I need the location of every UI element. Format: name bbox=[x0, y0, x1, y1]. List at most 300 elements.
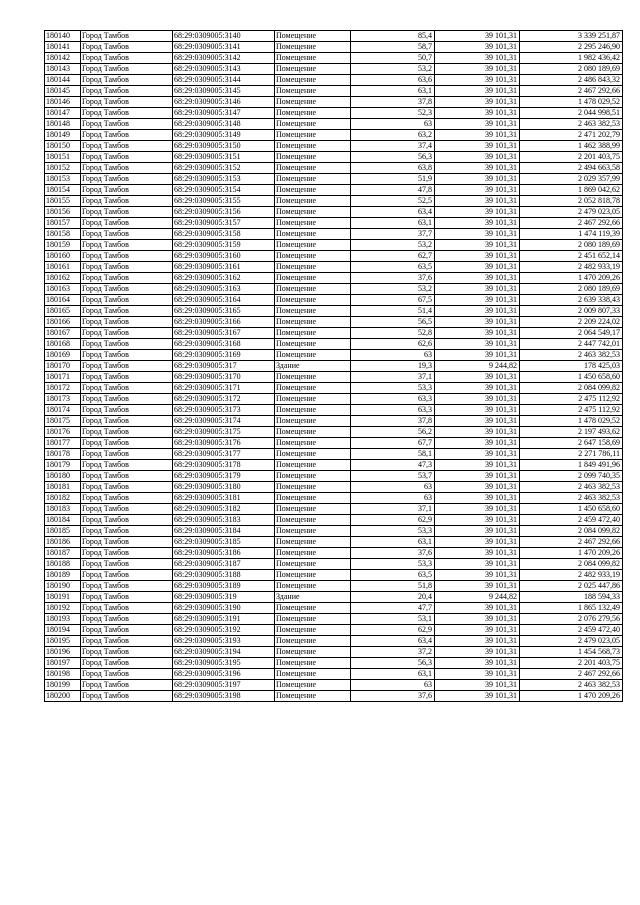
cell-cadastral-value: 2 486 843,32 bbox=[520, 75, 623, 86]
table-row bbox=[45, 427, 623, 438]
cell-row-id: 180143 bbox=[45, 64, 81, 75]
cell-object-type: Помещение bbox=[275, 691, 351, 702]
cell-city: Город Тамбов bbox=[81, 152, 173, 163]
table-row bbox=[45, 680, 623, 691]
cell-cadastral-value: 2 076 279,56 bbox=[520, 614, 623, 625]
cell-unit-price: 39 101,31 bbox=[435, 339, 520, 350]
cell-unit-price: 39 101,31 bbox=[435, 570, 520, 581]
cell-area: 63,2 bbox=[351, 130, 435, 141]
cell-cadastral-number: 68:29:0309005:3171 bbox=[173, 383, 275, 394]
cell-object-type: Помещение bbox=[275, 372, 351, 383]
cell-object-type: Помещение bbox=[275, 339, 351, 350]
cell-cadastral-number: 68:29:0309005:3165 bbox=[173, 306, 275, 317]
cell-object-type: Помещение bbox=[275, 416, 351, 427]
table-row bbox=[45, 603, 623, 614]
cell-cadastral-value: 2 080 189,69 bbox=[520, 284, 623, 295]
cell-area: 63 bbox=[351, 680, 435, 691]
cell-city: Город Тамбов bbox=[81, 570, 173, 581]
cell-area: 53,1 bbox=[351, 614, 435, 625]
cell-cadastral-value: 2 084 099,82 bbox=[520, 383, 623, 394]
table-row bbox=[45, 537, 623, 548]
cell-unit-price: 39 101,31 bbox=[435, 262, 520, 273]
cell-row-id: 180150 bbox=[45, 141, 81, 152]
cell-unit-price: 39 101,31 bbox=[435, 482, 520, 493]
cell-row-id: 180146 bbox=[45, 97, 81, 108]
cell-city: Город Тамбов bbox=[81, 669, 173, 680]
table-row bbox=[45, 163, 623, 174]
cell-area: 53,2 bbox=[351, 64, 435, 75]
cell-area: 63,1 bbox=[351, 669, 435, 680]
cell-row-id: 180186 bbox=[45, 537, 81, 548]
cell-city: Город Тамбов bbox=[81, 394, 173, 405]
cell-unit-price: 39 101,31 bbox=[435, 119, 520, 130]
cell-unit-price: 39 101,31 bbox=[435, 383, 520, 394]
cell-row-id: 180181 bbox=[45, 482, 81, 493]
cell-city: Город Тамбов bbox=[81, 537, 173, 548]
cell-row-id: 180148 bbox=[45, 119, 81, 130]
cell-row-id: 180189 bbox=[45, 570, 81, 581]
cell-city: Город Тамбов bbox=[81, 427, 173, 438]
cell-row-id: 180145 bbox=[45, 86, 81, 97]
cell-cadastral-number: 68:29:0309005:3164 bbox=[173, 295, 275, 306]
cell-row-id: 180194 bbox=[45, 625, 81, 636]
cell-city: Город Тамбов bbox=[81, 625, 173, 636]
cell-cadastral-number: 68:29:0309005:3173 bbox=[173, 405, 275, 416]
cell-city: Город Тамбов bbox=[81, 207, 173, 218]
cell-row-id: 180187 bbox=[45, 548, 81, 559]
cell-cadastral-number: 68:29:0309005:3146 bbox=[173, 97, 275, 108]
cell-cadastral-number: 68:29:0309005:3198 bbox=[173, 691, 275, 702]
table-row bbox=[45, 460, 623, 471]
table-row bbox=[45, 405, 623, 416]
cell-area: 53,3 bbox=[351, 559, 435, 570]
cell-area: 62,9 bbox=[351, 515, 435, 526]
cell-row-id: 180196 bbox=[45, 647, 81, 658]
cell-unit-price: 39 101,31 bbox=[435, 108, 520, 119]
cell-unit-price: 39 101,31 bbox=[435, 306, 520, 317]
cell-cadastral-value: 1 478 029,52 bbox=[520, 97, 623, 108]
table-row bbox=[45, 108, 623, 119]
cell-cadastral-number: 68:29:0309005:3160 bbox=[173, 251, 275, 262]
cell-row-id: 180161 bbox=[45, 262, 81, 273]
cell-unit-price: 39 101,31 bbox=[435, 658, 520, 669]
cell-cadastral-number: 68:29:0309005:3162 bbox=[173, 273, 275, 284]
cell-city: Город Тамбов bbox=[81, 251, 173, 262]
cell-cadastral-number: 68:29:0309005:3163 bbox=[173, 284, 275, 295]
cell-cadastral-value: 2 044 998,51 bbox=[520, 108, 623, 119]
cell-unit-price: 39 101,31 bbox=[435, 75, 520, 86]
cell-city: Город Тамбов bbox=[81, 416, 173, 427]
cell-unit-price: 39 101,31 bbox=[435, 218, 520, 229]
cell-object-type: Помещение bbox=[275, 53, 351, 64]
cell-row-id: 180149 bbox=[45, 130, 81, 141]
cell-city: Город Тамбов bbox=[81, 603, 173, 614]
cell-cadastral-value: 2 080 189,69 bbox=[520, 64, 623, 75]
cell-row-id: 180191 bbox=[45, 592, 81, 603]
cell-object-type: Помещение bbox=[275, 449, 351, 460]
cell-cadastral-number: 68:29:0309005:3191 bbox=[173, 614, 275, 625]
cell-cadastral-number: 68:29:0309005:3152 bbox=[173, 163, 275, 174]
table-row bbox=[45, 559, 623, 570]
cell-object-type: Помещение bbox=[275, 570, 351, 581]
cell-area: 63,5 bbox=[351, 570, 435, 581]
cell-row-id: 180167 bbox=[45, 328, 81, 339]
table-row bbox=[45, 416, 623, 427]
cell-row-id: 180197 bbox=[45, 658, 81, 669]
table-row bbox=[45, 581, 623, 592]
cell-area: 63 bbox=[351, 482, 435, 493]
cell-city: Город Тамбов bbox=[81, 262, 173, 273]
cell-area: 37,7 bbox=[351, 229, 435, 240]
cell-unit-price: 9 244,82 bbox=[435, 592, 520, 603]
cell-unit-price: 39 101,31 bbox=[435, 42, 520, 53]
cell-city: Город Тамбов bbox=[81, 306, 173, 317]
cell-area: 67,7 bbox=[351, 438, 435, 449]
cell-object-type: Здание bbox=[275, 361, 351, 372]
cell-area: 51,8 bbox=[351, 581, 435, 592]
cell-cadastral-value: 2 475 112,92 bbox=[520, 405, 623, 416]
table-row bbox=[45, 284, 623, 295]
cell-unit-price: 39 101,31 bbox=[435, 526, 520, 537]
cell-cadastral-value: 1 470 209,26 bbox=[520, 548, 623, 559]
cell-cadastral-number: 68:29:0309005:3140 bbox=[173, 31, 275, 42]
cell-area: 47,8 bbox=[351, 185, 435, 196]
cell-cadastral-value: 1 478 029,52 bbox=[520, 416, 623, 427]
cell-unit-price: 39 101,31 bbox=[435, 174, 520, 185]
cell-cadastral-value: 1 454 568,73 bbox=[520, 647, 623, 658]
cell-cadastral-number: 68:29:0309005:3150 bbox=[173, 141, 275, 152]
cell-unit-price: 39 101,31 bbox=[435, 449, 520, 460]
table-row bbox=[45, 174, 623, 185]
table-row bbox=[45, 240, 623, 251]
table-row bbox=[45, 86, 623, 97]
table-row bbox=[45, 636, 623, 647]
cell-row-id: 180169 bbox=[45, 350, 81, 361]
cell-row-id: 180159 bbox=[45, 240, 81, 251]
cell-cadastral-value: 1 450 658,60 bbox=[520, 504, 623, 515]
cell-cadastral-number: 68:29:0309005:3148 bbox=[173, 119, 275, 130]
table-row bbox=[45, 361, 623, 372]
cell-row-id: 180156 bbox=[45, 207, 81, 218]
cell-area: 52,3 bbox=[351, 108, 435, 119]
cell-object-type: Помещение bbox=[275, 97, 351, 108]
cell-object-type: Помещение bbox=[275, 614, 351, 625]
cell-city: Город Тамбов bbox=[81, 163, 173, 174]
cell-object-type: Помещение bbox=[275, 86, 351, 97]
cell-row-id: 180140 bbox=[45, 31, 81, 42]
cell-cadastral-number: 68:29:0309005:3141 bbox=[173, 42, 275, 53]
cell-city: Город Тамбов bbox=[81, 515, 173, 526]
cell-unit-price: 39 101,31 bbox=[435, 581, 520, 592]
cell-object-type: Помещение bbox=[275, 581, 351, 592]
cell-cadastral-value: 1 450 658,60 bbox=[520, 372, 623, 383]
cell-cadastral-number: 68:29:0309005:3174 bbox=[173, 416, 275, 427]
cell-city: Город Тамбов bbox=[81, 75, 173, 86]
cell-cadastral-number: 68:29:0309005:3142 bbox=[173, 53, 275, 64]
cell-object-type: Помещение bbox=[275, 295, 351, 306]
cell-cadastral-value: 2 639 338,43 bbox=[520, 295, 623, 306]
cell-cadastral-value: 2 084 099,82 bbox=[520, 526, 623, 537]
cell-area: 37,1 bbox=[351, 504, 435, 515]
cell-object-type: Помещение bbox=[275, 273, 351, 284]
cell-object-type: Помещение bbox=[275, 64, 351, 75]
cell-cadastral-number: 68:29:0309005:3156 bbox=[173, 207, 275, 218]
cell-city: Город Тамбов bbox=[81, 328, 173, 339]
cell-city: Город Тамбов bbox=[81, 130, 173, 141]
cell-unit-price: 39 101,31 bbox=[435, 614, 520, 625]
cell-city: Город Тамбов bbox=[81, 647, 173, 658]
cell-cadastral-value: 2 479 023,05 bbox=[520, 207, 623, 218]
cell-object-type: Помещение bbox=[275, 669, 351, 680]
cell-area: 63,1 bbox=[351, 218, 435, 229]
cell-object-type: Помещение bbox=[275, 240, 351, 251]
cell-unit-price: 39 101,31 bbox=[435, 438, 520, 449]
cell-row-id: 180171 bbox=[45, 372, 81, 383]
cell-row-id: 180168 bbox=[45, 339, 81, 350]
cell-city: Город Тамбов bbox=[81, 636, 173, 647]
cell-row-id: 180153 bbox=[45, 174, 81, 185]
cell-city: Город Тамбов bbox=[81, 86, 173, 97]
cell-city: Город Тамбов bbox=[81, 383, 173, 394]
cell-cadastral-value: 2 099 740,35 bbox=[520, 471, 623, 482]
cell-row-id: 180176 bbox=[45, 427, 81, 438]
cell-row-id: 180170 bbox=[45, 361, 81, 372]
cell-area: 56,3 bbox=[351, 658, 435, 669]
cell-object-type: Помещение bbox=[275, 658, 351, 669]
cell-object-type: Помещение bbox=[275, 185, 351, 196]
cell-area: 37,8 bbox=[351, 416, 435, 427]
cell-object-type: Помещение bbox=[275, 152, 351, 163]
cell-cadastral-value: 2 482 933,19 bbox=[520, 570, 623, 581]
cell-cadastral-number: 68:29:0309005:3195 bbox=[173, 658, 275, 669]
cell-city: Город Тамбов bbox=[81, 196, 173, 207]
cell-unit-price: 39 101,31 bbox=[435, 504, 520, 515]
cell-cadastral-number: 68:29:0309005:3145 bbox=[173, 86, 275, 97]
cell-city: Город Тамбов bbox=[81, 438, 173, 449]
cell-object-type: Помещение bbox=[275, 471, 351, 482]
cell-cadastral-value: 2 197 493,62 bbox=[520, 427, 623, 438]
cell-row-id: 180154 bbox=[45, 185, 81, 196]
table-row bbox=[45, 196, 623, 207]
cell-row-id: 180173 bbox=[45, 394, 81, 405]
cell-cadastral-number: 68:29:0309005:3155 bbox=[173, 196, 275, 207]
cell-object-type: Помещение bbox=[275, 284, 351, 295]
cell-cadastral-value: 2 080 189,69 bbox=[520, 240, 623, 251]
cell-unit-price: 39 101,31 bbox=[435, 405, 520, 416]
cell-area: 62,9 bbox=[351, 625, 435, 636]
cell-object-type: Помещение bbox=[275, 647, 351, 658]
cell-row-id: 180195 bbox=[45, 636, 81, 647]
cell-unit-price: 39 101,31 bbox=[435, 680, 520, 691]
cell-area: 37,6 bbox=[351, 691, 435, 702]
cell-cadastral-value: 2 451 652,14 bbox=[520, 251, 623, 262]
table-row bbox=[45, 130, 623, 141]
cell-area: 47,3 bbox=[351, 460, 435, 471]
cell-city: Город Тамбов bbox=[81, 53, 173, 64]
cell-unit-price: 9 244,82 bbox=[435, 361, 520, 372]
cell-row-id: 180162 bbox=[45, 273, 81, 284]
cell-area: 53,2 bbox=[351, 284, 435, 295]
cell-unit-price: 39 101,31 bbox=[435, 559, 520, 570]
cell-object-type: Помещение bbox=[275, 350, 351, 361]
cell-cadastral-value: 2 052 818,78 bbox=[520, 196, 623, 207]
cell-cadastral-number: 68:29:0309005:3190 bbox=[173, 603, 275, 614]
cell-cadastral-value: 2 475 112,92 bbox=[520, 394, 623, 405]
cell-object-type: Помещение bbox=[275, 262, 351, 273]
table-row bbox=[45, 42, 623, 53]
table-row bbox=[45, 141, 623, 152]
cell-area: 62,7 bbox=[351, 251, 435, 262]
cell-city: Город Тамбов bbox=[81, 449, 173, 460]
cell-cadastral-number: 68:29:0309005:3144 bbox=[173, 75, 275, 86]
cell-cadastral-value: 2 025 447,86 bbox=[520, 581, 623, 592]
table-row bbox=[45, 438, 623, 449]
cell-cadastral-number: 68:29:0309005:3183 bbox=[173, 515, 275, 526]
cell-unit-price: 39 101,31 bbox=[435, 416, 520, 427]
table-row bbox=[45, 75, 623, 86]
cell-area: 37,2 bbox=[351, 647, 435, 658]
cell-object-type: Помещение bbox=[275, 636, 351, 647]
table-row bbox=[45, 493, 623, 504]
cell-city: Город Тамбов bbox=[81, 691, 173, 702]
table-row bbox=[45, 383, 623, 394]
cell-row-id: 180175 bbox=[45, 416, 81, 427]
cell-cadastral-number: 68:29:0309005:3158 bbox=[173, 229, 275, 240]
cell-object-type: Помещение bbox=[275, 229, 351, 240]
cell-unit-price: 39 101,31 bbox=[435, 196, 520, 207]
cell-row-id: 180172 bbox=[45, 383, 81, 394]
cell-unit-price: 39 101,31 bbox=[435, 636, 520, 647]
cell-area: 63,3 bbox=[351, 394, 435, 405]
cell-object-type: Помещение bbox=[275, 625, 351, 636]
cell-city: Город Тамбов bbox=[81, 372, 173, 383]
cell-cadastral-number: 68:29:0309005:3159 bbox=[173, 240, 275, 251]
cell-row-id: 180180 bbox=[45, 471, 81, 482]
cell-cadastral-value: 2 647 158,69 bbox=[520, 438, 623, 449]
cell-row-id: 180200 bbox=[45, 691, 81, 702]
cell-cadastral-value: 1 462 388,99 bbox=[520, 141, 623, 152]
cell-unit-price: 39 101,31 bbox=[435, 295, 520, 306]
cell-object-type: Помещение bbox=[275, 548, 351, 559]
table-row bbox=[45, 328, 623, 339]
cell-cadastral-value: 2 463 382,53 bbox=[520, 482, 623, 493]
cell-city: Город Тамбов bbox=[81, 482, 173, 493]
cell-city: Город Тамбов bbox=[81, 284, 173, 295]
cell-object-type: Помещение bbox=[275, 251, 351, 262]
cell-row-id: 180155 bbox=[45, 196, 81, 207]
table-row bbox=[45, 394, 623, 405]
cell-cadastral-value: 2 459 472,40 bbox=[520, 515, 623, 526]
cell-unit-price: 39 101,31 bbox=[435, 625, 520, 636]
cell-row-id: 180177 bbox=[45, 438, 81, 449]
cell-unit-price: 39 101,31 bbox=[435, 317, 520, 328]
table-row bbox=[45, 31, 623, 42]
cell-unit-price: 39 101,31 bbox=[435, 185, 520, 196]
cell-city: Город Тамбов bbox=[81, 64, 173, 75]
table-row bbox=[45, 471, 623, 482]
cell-city: Город Тамбов bbox=[81, 273, 173, 284]
cell-row-id: 180188 bbox=[45, 559, 81, 570]
cell-area: 53,3 bbox=[351, 383, 435, 394]
cell-unit-price: 39 101,31 bbox=[435, 350, 520, 361]
cell-cadastral-number: 68:29:0309005:3182 bbox=[173, 504, 275, 515]
cell-row-id: 180193 bbox=[45, 614, 81, 625]
table-row bbox=[45, 185, 623, 196]
cell-cadastral-value: 2 467 292,66 bbox=[520, 537, 623, 548]
table-row bbox=[45, 669, 623, 680]
table-row bbox=[45, 207, 623, 218]
cell-unit-price: 39 101,31 bbox=[435, 31, 520, 42]
cell-city: Город Тамбов bbox=[81, 581, 173, 592]
cell-row-id: 180152 bbox=[45, 163, 81, 174]
cell-city: Город Тамбов bbox=[81, 460, 173, 471]
cell-row-id: 180147 bbox=[45, 108, 81, 119]
cell-unit-price: 39 101,31 bbox=[435, 647, 520, 658]
cell-cadastral-number: 68:29:0309005:3167 bbox=[173, 328, 275, 339]
table-row bbox=[45, 295, 623, 306]
cell-cadastral-number: 68:29:0309005:3179 bbox=[173, 471, 275, 482]
cell-unit-price: 39 101,31 bbox=[435, 548, 520, 559]
cell-city: Город Тамбов bbox=[81, 97, 173, 108]
cell-unit-price: 39 101,31 bbox=[435, 427, 520, 438]
cell-row-id: 180160 bbox=[45, 251, 81, 262]
cell-cadastral-value: 2 463 382,53 bbox=[520, 350, 623, 361]
cell-object-type: Помещение bbox=[275, 141, 351, 152]
cell-cadastral-value: 178 425,03 bbox=[520, 361, 623, 372]
cell-cadastral-value: 2 494 663,58 bbox=[520, 163, 623, 174]
cell-object-type: Помещение bbox=[275, 196, 351, 207]
cell-unit-price: 39 101,31 bbox=[435, 515, 520, 526]
cell-cadastral-value: 2 084 099,82 bbox=[520, 559, 623, 570]
cell-cadastral-value: 1 869 042,62 bbox=[520, 185, 623, 196]
table-row bbox=[45, 339, 623, 350]
cell-cadastral-value: 2 447 742,01 bbox=[520, 339, 623, 350]
table-row bbox=[45, 658, 623, 669]
cell-row-id: 180165 bbox=[45, 306, 81, 317]
cell-object-type: Помещение bbox=[275, 174, 351, 185]
cell-city: Город Тамбов bbox=[81, 658, 173, 669]
cell-city: Город Тамбов bbox=[81, 108, 173, 119]
cell-cadastral-number: 68:29:0309005:3177 bbox=[173, 449, 275, 460]
cell-row-id: 180166 bbox=[45, 317, 81, 328]
cell-area: 37,1 bbox=[351, 372, 435, 383]
cell-city: Город Тамбов bbox=[81, 526, 173, 537]
table-row bbox=[45, 350, 623, 361]
cell-cadastral-value: 2 482 933,19 bbox=[520, 262, 623, 273]
cell-cadastral-number: 68:29:0309005:317 bbox=[173, 361, 275, 372]
table-row bbox=[45, 273, 623, 284]
cell-unit-price: 39 101,31 bbox=[435, 130, 520, 141]
cell-cadastral-number: 68:29:0309005:3196 bbox=[173, 669, 275, 680]
cell-cadastral-value: 2 467 292,66 bbox=[520, 86, 623, 97]
cell-cadastral-value: 1 470 209,26 bbox=[520, 691, 623, 702]
cell-area: 63,4 bbox=[351, 636, 435, 647]
table-row bbox=[45, 515, 623, 526]
cell-unit-price: 39 101,31 bbox=[435, 64, 520, 75]
table-row bbox=[45, 229, 623, 240]
cell-object-type: Помещение bbox=[275, 383, 351, 394]
cell-cadastral-value: 2 467 292,66 bbox=[520, 218, 623, 229]
cell-cadastral-number: 68:29:0309005:319 bbox=[173, 592, 275, 603]
cell-city: Город Тамбов bbox=[81, 42, 173, 53]
cell-cadastral-number: 68:29:0309005:3185 bbox=[173, 537, 275, 548]
table-row bbox=[45, 262, 623, 273]
cell-cadastral-number: 68:29:0309005:3178 bbox=[173, 460, 275, 471]
cell-unit-price: 39 101,31 bbox=[435, 97, 520, 108]
cell-cadastral-number: 68:29:0309005:3149 bbox=[173, 130, 275, 141]
cell-object-type: Помещение bbox=[275, 427, 351, 438]
cell-city: Город Тамбов bbox=[81, 295, 173, 306]
